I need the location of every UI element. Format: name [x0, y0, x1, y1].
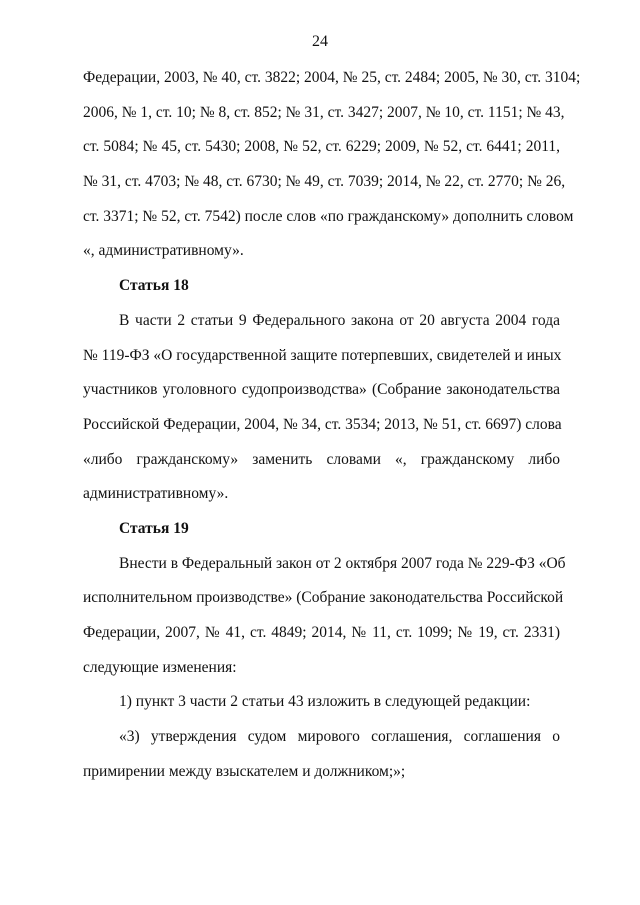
- text-line: Российской Федерации, 2004, № 34, ст. 3534; 2013, № 51, ст. 6697) слова: [83, 415, 562, 433]
- document-body: [83, 68, 581, 796]
- text-line: «, административному».: [83, 242, 244, 260]
- text-line: Федерации, 2007, № 41, ст. 4849; 2014, № 11, ст. 1099; № 19, ст. 2331): [83, 624, 560, 641]
- text-line: исполнительном производстве» (Собрание законодательства Российской: [83, 589, 564, 607]
- text-line: участников уголовного судопроизводства» (Собрание законодательства: [83, 381, 560, 399]
- text-line: «3) утверждения судом мирового соглашения, соглашения о: [119, 728, 560, 746]
- article-heading: Статья 18: [119, 277, 189, 295]
- page-number: 24: [312, 33, 328, 50]
- text-line: 2006, № 1, ст. 10; № 8, ст. 852; № 31, ст. 3427; 2007, № 10, ст. 1151; № 43,: [83, 103, 565, 121]
- text-line: примирении между взыскателем и должником;»;: [83, 762, 406, 780]
- text-line: Федерации, 2003, № 40, ст. 3822; 2004, № 25, ст. 2484; 2005, № 30, ст. 3104;: [83, 69, 581, 86]
- article-heading: Статья 19: [119, 519, 189, 537]
- text-line: Внести в Федеральный закон от 2 октября 2007 года № 229-ФЗ «Об: [119, 554, 566, 572]
- text-line: «либо гражданскому» заменить словами «, гражданскому либо: [83, 450, 560, 468]
- text-line: административному».: [83, 485, 229, 503]
- text-line: В части 2 статьи 9 Федерального закона от 20 августа 2004 года: [119, 311, 560, 329]
- text-line: № 31, ст. 4703; № 48, ст. 6730; № 49, ст. 7039; 2014, № 22, ст. 2770; № 26,: [83, 173, 566, 191]
- text-line: № 119-ФЗ «О государственной защите потерпевших, свидетелей и иных: [83, 346, 562, 364]
- text-line: следующие изменения:: [83, 658, 237, 676]
- text-line: ст. 5084; № 45, ст. 5430; 2008, № 52, ст. 6229; 2009, № 52, ст. 6441; 2011,: [83, 138, 560, 156]
- text-line: 1) пункт 3 части 2 статьи 43 изложить в следующей редакции:: [119, 693, 531, 711]
- text-line: ст. 3371; № 52, ст. 7542) после слов «по гражданскому» дополнить словом: [83, 207, 574, 225]
